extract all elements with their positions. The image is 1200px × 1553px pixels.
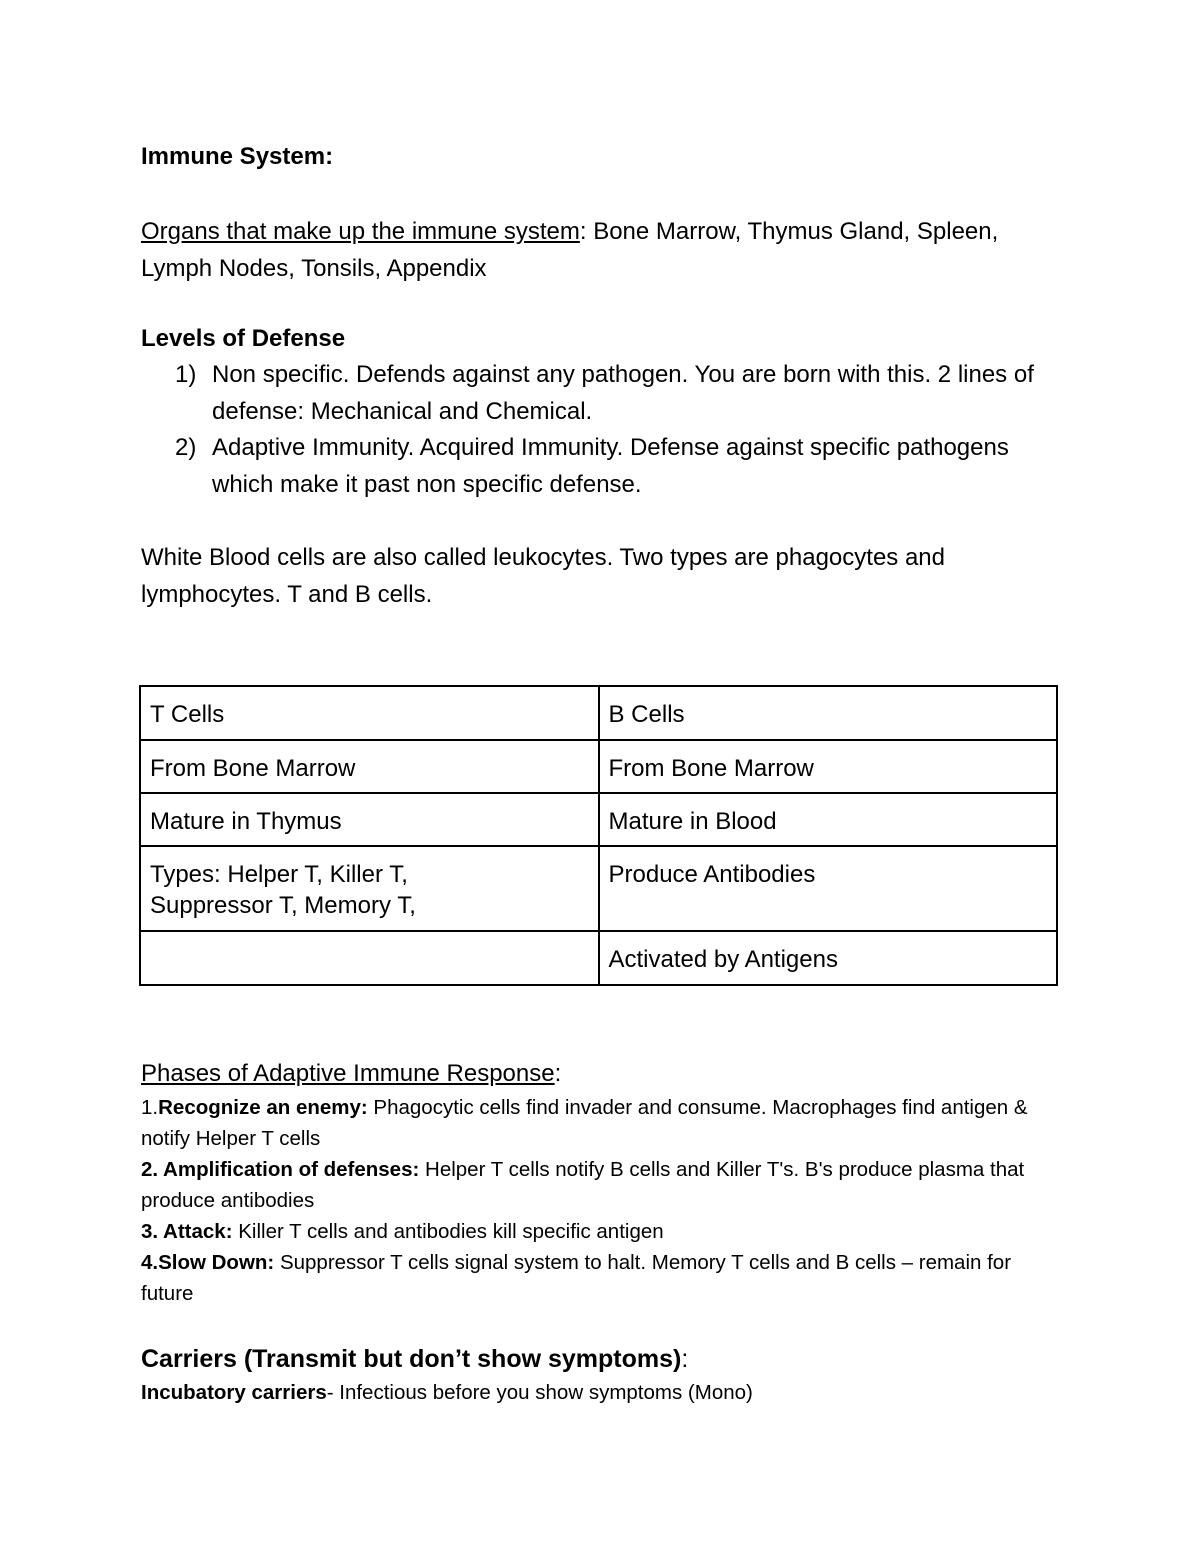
list-item [141,1247,1061,1309]
table-cell: Activated by Antigens [599,931,1058,985]
carriers-heading-text: Carriers (Transmit but don’t show symptoms) [141,1345,682,1373]
table-cell [140,931,599,985]
table-cell: Types: Helper T, Killer T, Suppressor T, Memory T, [140,846,599,931]
page-title: Immune System: [141,143,334,170]
phase-title: 4.Slow Down: [141,1251,275,1274]
table-row [140,793,1057,846]
list-item [141,430,1061,503]
organs-label: Organs that make up the immune system [141,218,580,245]
list-item [141,1092,1061,1154]
phase-text: Phagocytic cells find invader and consume. Macrophages find antigen & notify Helper T cells [141,1096,1028,1150]
phase-title: Recognize an enemy: [158,1096,368,1119]
carriers-heading-colon: : [681,1345,689,1373]
phase-title: 2. Amplification of defenses: [141,1158,420,1181]
table-cell: Mature in Blood [599,793,1058,846]
list-item [141,1216,1061,1247]
carriers-term: Incubatory carriers [141,1381,327,1404]
table-cell: From Bone Marrow [140,740,599,793]
phases-list [141,1092,1061,1309]
list-item [141,1154,1061,1216]
list-item-number: 2) [175,434,197,461]
list-item-text: Non specific. Defends against any pathogen. You are born with this. 2 lines of defense: Mechanical and Chemical. [212,361,1034,425]
list-item-number: 1) [175,361,197,388]
table-cell: T Cells [140,686,599,740]
wbc-paragraph: White Blood cells are also called leukocytes. Two types are phagocytes and lymphocytes. T and B cells. [141,544,945,608]
levels-heading: Levels of Defense [141,325,346,352]
phase-text: Helper T cells notify B cells and Killer T's. B's produce plasma that produce antibodies [141,1158,1025,1212]
organs-paragraph [141,213,1061,287]
phase-text: Suppressor T cells signal system to halt. Memory T cells and B cells – remain for future [141,1251,1012,1305]
table-row [140,931,1057,985]
table-row [140,846,1057,931]
table-cell: Mature in Thymus [140,793,599,846]
table-row [140,686,1057,740]
phases-heading-text: Phases of Adaptive Immune Response [141,1060,555,1087]
table-cell: From Bone Marrow [599,740,1058,793]
carriers-definition [141,1377,1061,1408]
phase-number: 1. [141,1096,159,1119]
table-row [140,740,1057,793]
list-item [141,357,1061,430]
phases-heading-colon: : [554,1060,562,1087]
phase-title: 3. Attack: [141,1220,233,1243]
levels-list [141,357,1061,503]
carriers-term-text: - Infectious before you show symptoms (Mono) [326,1381,753,1404]
list-item-text: Adaptive Immunity. Acquired Immunity. Defense against specific pathogens which make it past non specific defense. [212,434,1009,498]
carriers-heading [141,1340,688,1378]
table-cell: Produce Antibodies [599,846,1058,931]
phases-heading [141,1056,561,1092]
phase-text: Killer T cells and antibodies kill specific antigen [232,1220,664,1243]
table-cell: B Cells [599,686,1058,740]
organs-text: : Bone Marrow, Thymus Gland, Spleen, Lymph Nodes, Tonsils, Appendix [141,218,999,282]
cells-table [139,685,1058,986]
